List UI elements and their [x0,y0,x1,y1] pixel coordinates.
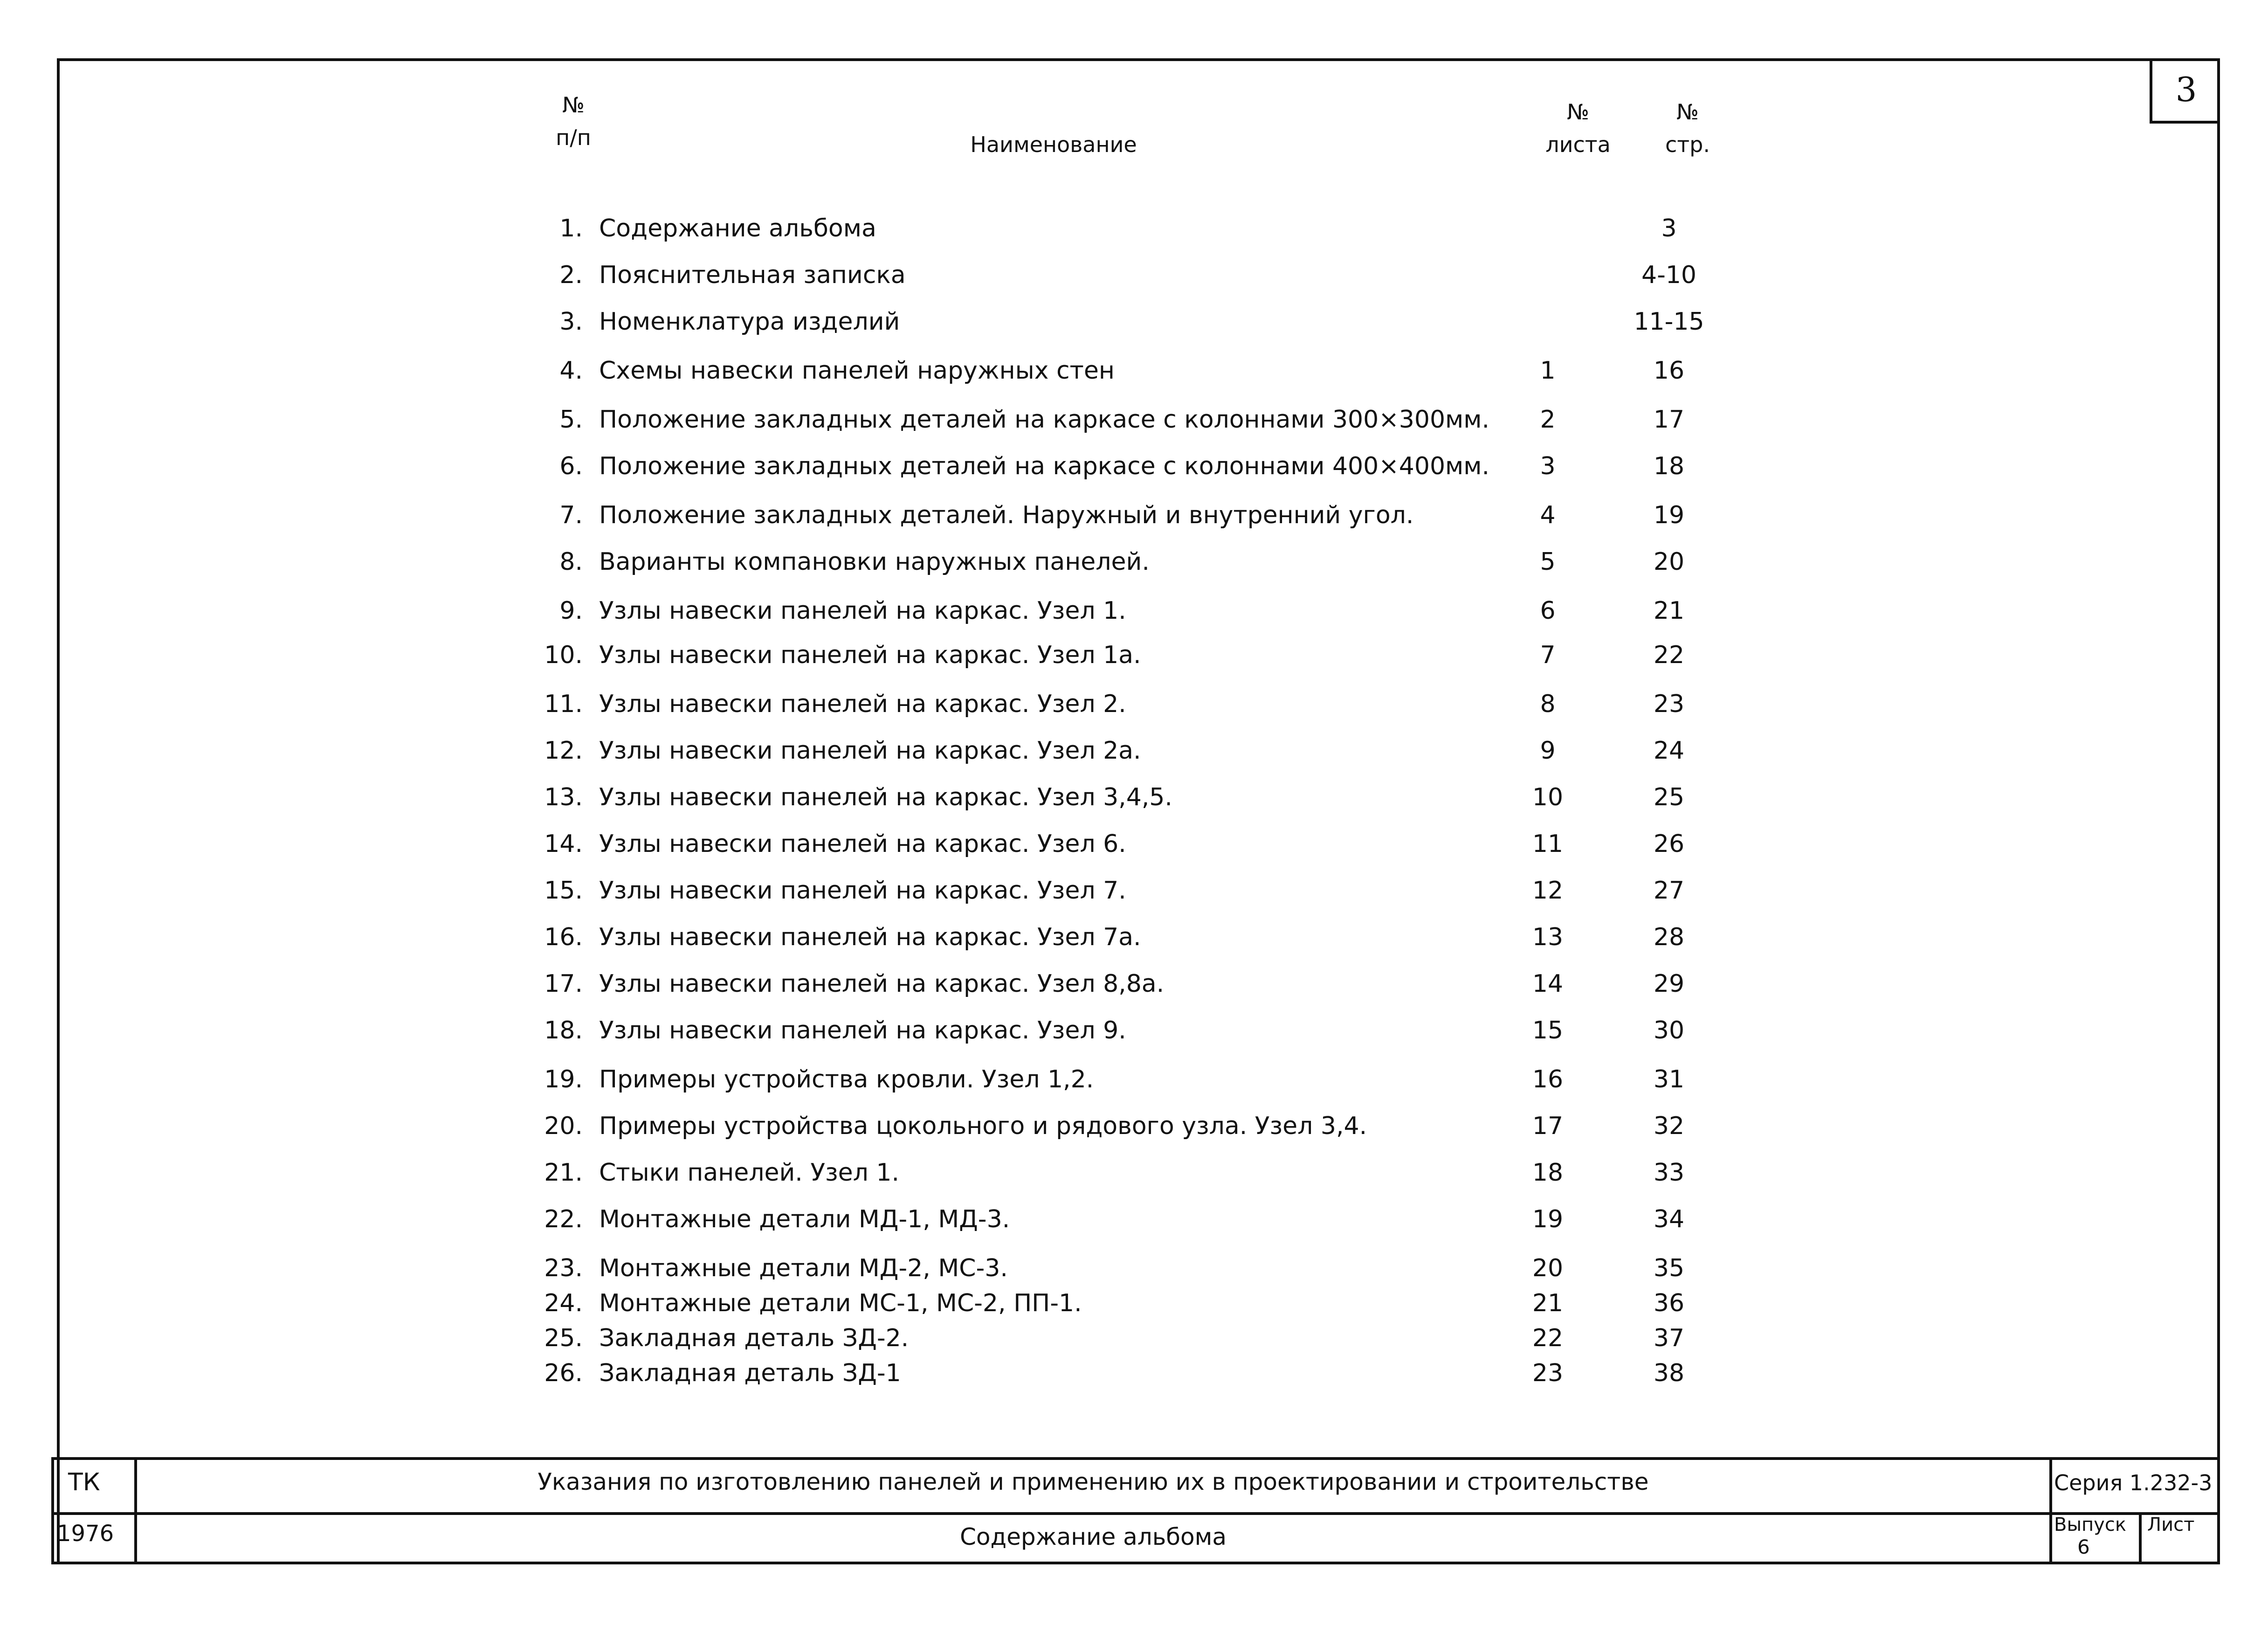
row-sheet: 21 [1532,1289,1564,1317]
row-page: 26 [1653,830,1685,858]
row-number: 1. [559,214,583,242]
table-row [0,914,2268,961]
row-number: 26. [544,1359,583,1387]
row-sheet: 8 [1540,690,1556,718]
row-number: 20. [544,1112,583,1140]
table-row [0,1196,2268,1243]
table-row [0,347,2268,394]
row-sheet: 12 [1532,877,1564,905]
title-block-divider [2049,1460,2052,1562]
table-row [0,396,2268,443]
row-page: 24 [1653,737,1685,765]
row-sheet: 17 [1532,1112,1564,1140]
table-row [0,443,2268,490]
row-number: 9. [559,597,583,625]
row-page: 29 [1653,970,1685,998]
header-name-column: Наименование [970,132,1137,157]
row-name: Положение закладных деталей на каркасе с колоннами 400×400мм. [599,452,1490,480]
row-number: 19. [544,1065,583,1093]
table-row [0,588,2268,634]
row-sheet: 1 [1540,357,1556,385]
row-name: Варианты компановки наружных панелей. [599,548,1150,576]
title-block-divider [2139,1512,2142,1562]
row-page: 19 [1653,501,1685,529]
row-number: 6. [559,452,583,480]
row-name: Примеры устройства цокольного и рядового узла. Узел 3,4. [599,1112,1367,1140]
row-sheet: 13 [1532,923,1564,951]
year: 1976 [57,1521,114,1547]
row-name: Узлы навески панелей на каркас. Узел 7а. [599,923,1141,951]
series-label: Серия 1.232-3 [2054,1470,2213,1495]
row-sheet: 3 [1540,452,1556,480]
table-row [0,205,2268,252]
sheet-number: 3 [2150,58,2220,124]
row-number: 3. [559,308,583,336]
row-page: 17 [1653,406,1685,434]
row-number: 18. [544,1016,583,1044]
row-name: Схемы навески панелей наружных стен [599,357,1115,385]
header-page-column [1650,96,1725,161]
row-name: Узлы навески панелей на каркас. Узел 7. [599,877,1126,905]
table-row [0,961,2268,1007]
row-sheet: 14 [1532,970,1564,998]
table-row [0,1007,2268,1054]
row-page: 35 [1653,1254,1685,1282]
row-number: 25. [544,1324,583,1352]
row-page: 22 [1653,641,1685,669]
row-number: 8. [559,548,583,576]
table-row [0,632,2268,678]
row-number: 2. [559,261,583,289]
document-title: Указания по изготовлению панелей и применению их в проектировании и строительстве [538,1468,1649,1495]
row-page: 20 [1653,548,1685,576]
row-name: Узлы навески панелей на каркас. Узел 1а. [599,641,1141,669]
table-row [0,774,2268,821]
row-page: 37 [1653,1324,1685,1352]
row-page: 23 [1653,690,1685,718]
row-name: Примеры устройства кровли. Узел 1,2. [599,1065,1094,1093]
table-row [0,492,2268,539]
table-row [0,821,2268,867]
row-sheet: 6 [1540,597,1556,625]
row-page: 25 [1653,783,1685,811]
row-name: Монтажные детали МС-1, МС-2, ПП-1. [599,1289,1082,1317]
table-row [0,1149,2268,1196]
row-name: Номенклатура изделий [599,308,900,336]
row-name: Узлы навески панелей на каркас. Узел 9. [599,1016,1126,1044]
table-row [0,1103,2268,1149]
header-number-line1: № [562,92,585,118]
row-page: 32 [1653,1112,1685,1140]
org-code: ТК [68,1468,100,1496]
row-page: 28 [1653,923,1685,951]
row-number: 13. [544,783,583,811]
row-sheet: 10 [1532,783,1564,811]
sheet-label: Лист [2147,1514,2195,1535]
row-page: 34 [1653,1205,1685,1233]
row-sheet: 4 [1540,501,1556,529]
issue-value: 6 [2077,1535,2090,1558]
row-page: 36 [1653,1289,1685,1317]
row-number: 23. [544,1254,583,1282]
header-page-line2: стр. [1665,132,1710,157]
issue-label: Выпуск [2054,1514,2126,1535]
row-page: 18 [1653,452,1685,480]
row-sheet: 16 [1532,1065,1564,1093]
table-row [0,252,2268,298]
row-number: 10. [544,641,583,669]
row-page: 27 [1653,877,1685,905]
row-number: 11. [544,690,583,718]
row-page: 30 [1653,1016,1685,1044]
row-number: 5. [559,406,583,434]
row-number: 16. [544,923,583,951]
header-page-line1: № [1676,99,1699,124]
row-name: Монтажные детали МД-2, МС-3. [599,1254,1008,1282]
row-sheet: 18 [1532,1159,1564,1187]
table-row [0,867,2268,914]
row-sheet: 15 [1532,1016,1564,1044]
header-number-column [545,89,601,154]
title-block [51,1457,2220,1564]
row-number: 15. [544,877,583,905]
row-sheet: 5 [1540,548,1556,576]
header-sheet-line1: № [1567,99,1589,124]
row-page: 16 [1653,357,1685,385]
row-name: Положение закладных деталей. Наружный и внутренний угол. [599,501,1414,529]
row-name: Узлы навески панелей на каркас. Узел 1. [599,597,1126,625]
row-page: 33 [1653,1159,1685,1187]
header-sheet-line2: листа [1545,132,1611,157]
row-name: Узлы навески панелей на каркас. Узел 2. [599,690,1126,718]
row-name: Узлы навески панелей на каркас. Узел 2а. [599,737,1141,765]
document-subtitle: Содержание альбома [960,1523,1227,1550]
row-page: 21 [1653,597,1685,625]
row-page: 38 [1653,1359,1685,1387]
row-sheet: 23 [1532,1359,1564,1387]
row-name: Закладная деталь ЗД-1 [599,1359,901,1387]
row-name: Содержание альбома [599,214,876,242]
row-name: Узлы навески панелей на каркас. Узел 6. [599,830,1126,858]
row-name: Узлы навески панелей на каркас. Узел 3,4,5. [599,783,1172,811]
row-number: 12. [544,737,583,765]
row-page: 4-10 [1641,261,1696,289]
row-number: 21. [544,1159,583,1187]
row-sheet: 2 [1540,406,1556,434]
title-block-divider [54,1512,2217,1515]
table-row [0,681,2268,727]
row-name: Стыки панелей. Узел 1. [599,1159,900,1187]
row-sheet: 7 [1540,641,1556,669]
table-row [0,298,2268,345]
table-row [0,727,2268,774]
table-row [0,539,2268,585]
table-row [0,1350,2268,1397]
row-number: 24. [544,1289,583,1317]
row-number: 17. [544,970,583,998]
row-page: 11-15 [1634,308,1704,336]
row-sheet: 11 [1532,830,1564,858]
row-name: Узлы навески панелей на каркас. Узел 8,8а. [599,970,1165,998]
header-sheet-column [1524,96,1632,161]
row-sheet: 22 [1532,1324,1564,1352]
row-name: Монтажные детали МД-1, МД-3. [599,1205,1010,1233]
header-number-line2: п/п [556,125,591,150]
row-number: 14. [544,830,583,858]
row-sheet: 9 [1540,737,1556,765]
row-name: Пояснительная записка [599,261,906,289]
row-page: 31 [1653,1065,1685,1093]
row-number: 7. [559,501,583,529]
row-name: Закладная деталь ЗД-2. [599,1324,909,1352]
table-row [0,1056,2268,1103]
row-number: 22. [544,1205,583,1233]
row-sheet: 20 [1532,1254,1564,1282]
row-sheet: 19 [1532,1205,1564,1233]
row-name: Положение закладных деталей на каркасе с колоннами 300×300мм. [599,406,1490,434]
row-page: 3 [1661,214,1677,242]
row-number: 4. [559,357,583,385]
